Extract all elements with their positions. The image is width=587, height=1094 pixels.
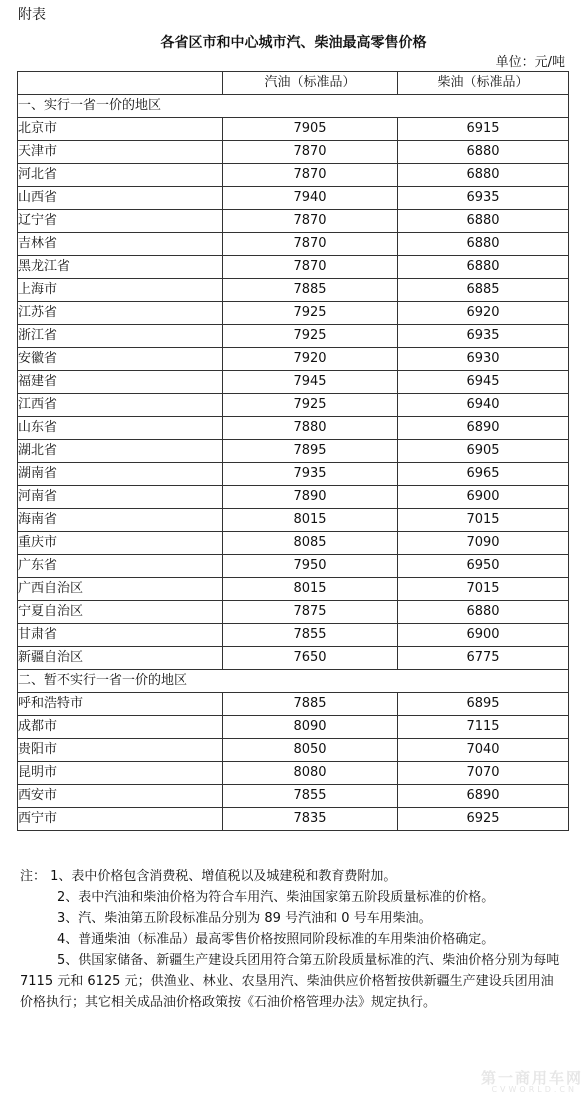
diesel-price-cell: 6880: [398, 233, 569, 256]
header-region: [18, 72, 223, 95]
region-cell: 河南省: [18, 486, 223, 509]
gasoline-price-cell: 7855: [223, 624, 398, 647]
region-cell: 成都市: [18, 716, 223, 739]
header-gasoline: 汽油（标准品）: [223, 72, 398, 95]
region-cell: 广东省: [18, 555, 223, 578]
gasoline-price-cell: 7875: [223, 601, 398, 624]
table-row: [18, 233, 569, 256]
region-cell: 西安市: [18, 785, 223, 808]
diesel-price-cell: 6880: [398, 164, 569, 187]
table-row: [18, 118, 569, 141]
diesel-price-cell: 6885: [398, 279, 569, 302]
note-3: 3、汽、柴油第五阶段标准品分别为 89 号汽油和 0 号车用柴油。: [57, 911, 432, 926]
region-cell: 昆明市: [18, 762, 223, 785]
diesel-price-cell: 6945: [398, 371, 569, 394]
region-cell: 湖北省: [18, 440, 223, 463]
section-row: [18, 670, 569, 693]
gasoline-price-cell: 7945: [223, 371, 398, 394]
region-cell: 福建省: [18, 371, 223, 394]
diesel-price-cell: 6930: [398, 348, 569, 371]
appendix-label: 附表: [18, 7, 46, 23]
table-row: [18, 417, 569, 440]
price-table: [17, 71, 569, 831]
gasoline-price-cell: 8050: [223, 739, 398, 762]
diesel-price-cell: 6775: [398, 647, 569, 670]
diesel-price-cell: 6935: [398, 187, 569, 210]
table-row: [18, 532, 569, 555]
gasoline-price-cell: 8015: [223, 578, 398, 601]
region-cell: 山西省: [18, 187, 223, 210]
header-diesel: 柴油（标准品）: [398, 72, 569, 95]
diesel-price-cell: 6925: [398, 808, 569, 831]
table-row: [18, 302, 569, 325]
region-cell: 河北省: [18, 164, 223, 187]
region-cell: 西宁市: [18, 808, 223, 831]
notes-section: [20, 866, 565, 1013]
diesel-price-cell: 6890: [398, 785, 569, 808]
region-cell: 贵阳市: [18, 739, 223, 762]
gasoline-price-cell: 7925: [223, 302, 398, 325]
table-row: [18, 624, 569, 647]
diesel-price-cell: 6965: [398, 463, 569, 486]
diesel-price-cell: 6920: [398, 302, 569, 325]
diesel-price-cell: 6940: [398, 394, 569, 417]
gasoline-price-cell: 7905: [223, 118, 398, 141]
gasoline-price-cell: 7880: [223, 417, 398, 440]
diesel-price-cell: 6905: [398, 440, 569, 463]
gasoline-price-cell: 7920: [223, 348, 398, 371]
gasoline-price-cell: 7650: [223, 647, 398, 670]
gasoline-price-cell: 7835: [223, 808, 398, 831]
table-row: [18, 739, 569, 762]
gasoline-price-cell: 8090: [223, 716, 398, 739]
diesel-price-cell: 7015: [398, 578, 569, 601]
region-cell: 辽宁省: [18, 210, 223, 233]
region-cell: 湖南省: [18, 463, 223, 486]
table-row: [18, 693, 569, 716]
table-row: [18, 348, 569, 371]
gasoline-price-cell: 7925: [223, 325, 398, 348]
region-cell: 吉林省: [18, 233, 223, 256]
unit-label: 单位：元/吨: [495, 55, 565, 70]
gasoline-price-cell: 7885: [223, 693, 398, 716]
gasoline-price-cell: 7925: [223, 394, 398, 417]
gasoline-price-cell: 7950: [223, 555, 398, 578]
diesel-price-cell: 7015: [398, 509, 569, 532]
region-cell: 江西省: [18, 394, 223, 417]
watermark-logo: 第一商用车网: [480, 1069, 583, 1087]
region-cell: 江苏省: [18, 302, 223, 325]
region-cell: 黑龙江省: [18, 256, 223, 279]
diesel-price-cell: 6900: [398, 486, 569, 509]
diesel-price-cell: 7070: [398, 762, 569, 785]
table-row: [18, 256, 569, 279]
region-cell: 浙江省: [18, 325, 223, 348]
region-cell: 北京市: [18, 118, 223, 141]
table-body: [18, 95, 569, 831]
gasoline-price-cell: 7870: [223, 233, 398, 256]
region-cell: 上海市: [18, 279, 223, 302]
gasoline-price-cell: 8080: [223, 762, 398, 785]
gasoline-price-cell: 7890: [223, 486, 398, 509]
region-cell: 新疆自治区: [18, 647, 223, 670]
gasoline-price-cell: 7870: [223, 210, 398, 233]
section-title-unified: 一、实行一省一价的地区: [18, 95, 569, 118]
table-row: [18, 509, 569, 532]
gasoline-price-cell: 7870: [223, 164, 398, 187]
diesel-price-cell: 6895: [398, 693, 569, 716]
region-cell: 安徽省: [18, 348, 223, 371]
region-cell: 重庆市: [18, 532, 223, 555]
gasoline-price-cell: 7855: [223, 785, 398, 808]
region-cell: 甘肃省: [18, 624, 223, 647]
watermark-url: CVWORLD.CN: [491, 1085, 577, 1094]
table-row: [18, 785, 569, 808]
region-cell: 宁夏自治区: [18, 601, 223, 624]
table-row: [18, 808, 569, 831]
diesel-price-cell: 6950: [398, 555, 569, 578]
page-title: 各省区市和中心城市汽、柴油最高零售价格: [160, 35, 427, 51]
table-row: [18, 325, 569, 348]
table-row: [18, 555, 569, 578]
table-row: [18, 578, 569, 601]
table-row: [18, 187, 569, 210]
diesel-price-cell: 6935: [398, 325, 569, 348]
table-row: [18, 762, 569, 785]
diesel-price-cell: 6880: [398, 256, 569, 279]
note-5: 5、供国家储备、新疆生产建设兵团用符合第五阶段质量标准的汽、柴油价格分别为每吨 7115 元和 6125 元；供渔业、林业、农垦用汽、柴油供应价格暂按供新疆生产建设兵团用油价格执行；其它相关成品油价格政策按《石油价格管理办法》规定执行。: [20, 953, 560, 1010]
diesel-price-cell: 7040: [398, 739, 569, 762]
note-1: 注： 1、表中价格包含消费税、增值税以及城建税和教育费附加。: [20, 869, 397, 884]
table-row: [18, 394, 569, 417]
table-row: [18, 716, 569, 739]
region-cell: 海南省: [18, 509, 223, 532]
diesel-price-cell: 6900: [398, 624, 569, 647]
table-row: [18, 463, 569, 486]
diesel-price-cell: 7115: [398, 716, 569, 739]
gasoline-price-cell: 7895: [223, 440, 398, 463]
table-row: [18, 141, 569, 164]
table-row: [18, 279, 569, 302]
gasoline-price-cell: 8085: [223, 532, 398, 555]
table-row: [18, 210, 569, 233]
diesel-price-cell: 6880: [398, 601, 569, 624]
table-header-row: [18, 72, 569, 95]
diesel-price-cell: 6915: [398, 118, 569, 141]
region-cell: 山东省: [18, 417, 223, 440]
gasoline-price-cell: 8015: [223, 509, 398, 532]
table-row: [18, 601, 569, 624]
region-cell: 天津市: [18, 141, 223, 164]
note-2: 2、表中汽油和柴油价格为符合车用汽、柴油国家第五阶段质量标准的价格。: [57, 890, 495, 905]
gasoline-price-cell: 7935: [223, 463, 398, 486]
gasoline-price-cell: 7940: [223, 187, 398, 210]
diesel-price-cell: 7090: [398, 532, 569, 555]
gasoline-price-cell: 7885: [223, 279, 398, 302]
region-cell: 广西自治区: [18, 578, 223, 601]
table-row: [18, 371, 569, 394]
section-row: [18, 95, 569, 118]
gasoline-price-cell: 7870: [223, 256, 398, 279]
section-title-non-unified: 二、暂不实行一省一价的地区: [18, 670, 569, 693]
table-row: [18, 440, 569, 463]
diesel-price-cell: 6890: [398, 417, 569, 440]
table-row: [18, 647, 569, 670]
diesel-price-cell: 6880: [398, 210, 569, 233]
region-cell: 呼和浩特市: [18, 693, 223, 716]
note-4: 4、普通柴油（标准品）最高零售价格按照同阶段标准的车用柴油价格确定。: [57, 932, 495, 947]
gasoline-price-cell: 7870: [223, 141, 398, 164]
diesel-price-cell: 6880: [398, 141, 569, 164]
table-row: [18, 164, 569, 187]
table-row: [18, 486, 569, 509]
